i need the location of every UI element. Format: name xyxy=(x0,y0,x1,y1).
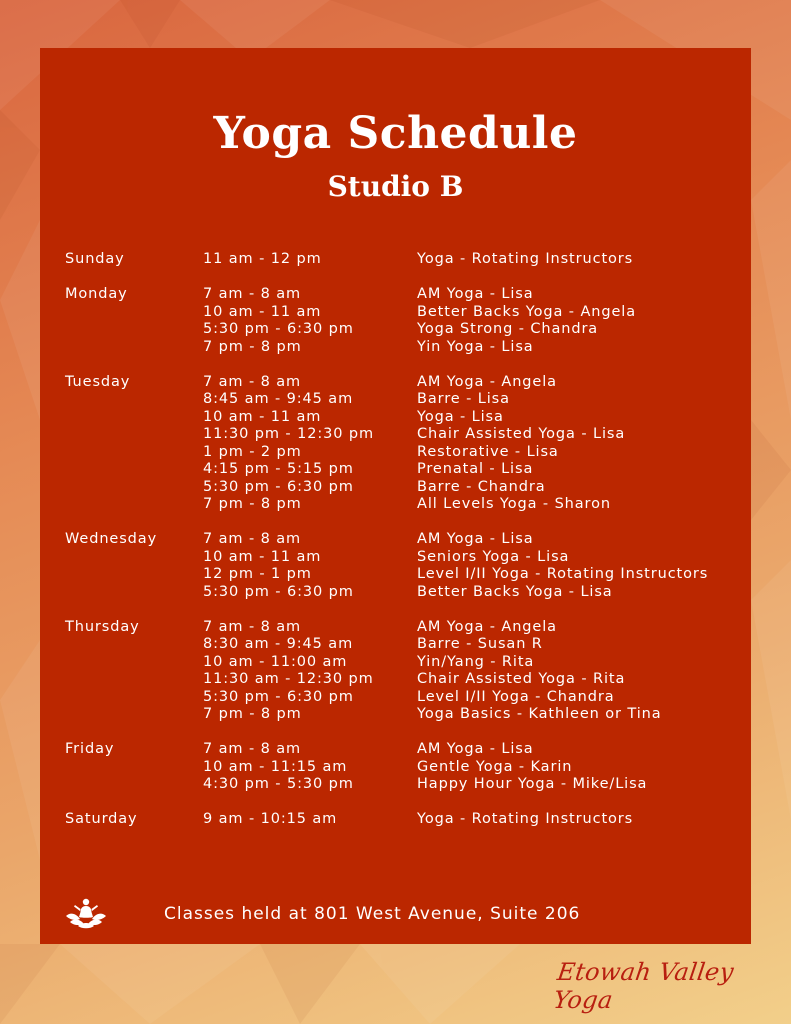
day-label: Saturday xyxy=(65,811,138,827)
class-row xyxy=(203,286,745,304)
class-time: 7 pm - 8 pm xyxy=(203,338,302,355)
class-row xyxy=(203,391,745,409)
class-time: 11 am - 12 pm xyxy=(203,251,322,267)
class-name: AM Yoga - Lisa xyxy=(417,741,534,757)
class-name: Chair Assisted Yoga - Rita xyxy=(417,671,626,687)
class-time: 7 am - 8 am xyxy=(203,373,302,390)
day-block xyxy=(65,811,745,829)
class-name: Level I/II Yoga - Chandra xyxy=(417,688,615,705)
class-time: 8:30 am - 9:45 am xyxy=(203,636,354,652)
class-time: 10 am - 11:00 am xyxy=(203,653,348,670)
page-subtitle: Studio B xyxy=(327,170,464,203)
class-name: AM Yoga - Lisa xyxy=(417,286,534,302)
class-time: 7 am - 8 am xyxy=(203,286,302,302)
class-name: AM Yoga - Angela xyxy=(417,373,557,390)
day-label: Friday xyxy=(65,741,115,757)
class-row xyxy=(203,689,745,707)
class-row xyxy=(203,706,745,724)
class-name: Gentle Yoga - Karin xyxy=(417,758,573,775)
class-name: Barre - Chandra xyxy=(417,478,546,495)
class-time: 5:30 pm - 6:30 pm xyxy=(203,688,354,705)
class-time: 10 am - 11 am xyxy=(203,303,322,320)
class-row xyxy=(203,671,745,689)
class-time: 7 am - 8 am xyxy=(203,618,302,635)
page-title: Yoga Schedule xyxy=(213,108,578,159)
class-name: Yoga Strong - Chandra xyxy=(417,321,599,337)
class-row xyxy=(203,654,745,672)
class-row xyxy=(203,549,745,567)
class-list xyxy=(203,374,745,514)
class-time: 4:30 pm - 5:30 pm xyxy=(203,776,354,792)
day-block xyxy=(65,531,745,601)
class-time: 11:30 am - 12:30 pm xyxy=(203,671,374,687)
class-name: Better Backs Yoga - Angela xyxy=(417,303,636,320)
class-row xyxy=(203,461,745,479)
class-row xyxy=(203,426,745,444)
class-row xyxy=(203,321,745,339)
class-row xyxy=(203,304,745,322)
class-name: Restorative - Lisa xyxy=(417,443,559,460)
class-list xyxy=(203,619,745,724)
class-name: Yin/Yang - Rita xyxy=(417,653,535,670)
class-time: 9 am - 10:15 am xyxy=(203,811,338,827)
class-row xyxy=(203,479,745,497)
class-row xyxy=(203,776,745,794)
day-label: Wednesday xyxy=(65,531,158,547)
class-name: Yoga - Rotating Instructors xyxy=(417,251,634,267)
class-list xyxy=(203,251,745,269)
class-row xyxy=(203,584,745,602)
class-row xyxy=(203,619,745,637)
class-row xyxy=(203,741,745,759)
class-name: Level I/II Yoga - Rotating Instructors xyxy=(417,566,709,582)
class-name: AM Yoga - Angela xyxy=(417,618,557,635)
class-time: 10 am - 11 am xyxy=(203,408,322,425)
schedule-table xyxy=(65,251,745,846)
brand-signature: Etowah Valley Yoga xyxy=(551,958,736,1014)
class-time: 1 pm - 2 pm xyxy=(203,443,302,460)
class-name: Yin Yoga - Lisa xyxy=(417,338,534,355)
class-row xyxy=(203,409,745,427)
day-label: Thursday xyxy=(65,618,140,635)
class-row xyxy=(203,811,745,829)
class-row xyxy=(203,531,745,549)
class-name: Chair Assisted Yoga - Lisa xyxy=(417,426,626,442)
class-name: Seniors Yoga - Lisa xyxy=(417,548,570,565)
class-time: 8:45 am - 9:45 am xyxy=(203,391,354,407)
class-row xyxy=(203,374,745,392)
class-time: 7 am - 8 am xyxy=(203,531,302,547)
class-list xyxy=(203,286,745,356)
day-block xyxy=(65,251,745,269)
class-name: Yoga - Lisa xyxy=(417,408,504,425)
schedule-panel xyxy=(40,48,751,944)
class-list xyxy=(203,811,745,829)
class-row xyxy=(203,444,745,462)
class-time: 5:30 pm - 6:30 pm xyxy=(203,478,354,495)
class-time: 5:30 pm - 6:30 pm xyxy=(203,583,354,600)
class-name: AM Yoga - Lisa xyxy=(417,531,534,547)
class-name: All Levels Yoga - Sharon xyxy=(417,496,611,512)
class-list xyxy=(203,741,745,794)
class-time: 4:15 pm - 5:15 pm xyxy=(203,461,354,477)
class-row xyxy=(203,566,745,584)
class-name: Yoga - Rotating Instructors xyxy=(417,811,634,827)
class-row xyxy=(203,636,745,654)
day-label: Tuesday xyxy=(65,373,131,390)
class-row xyxy=(203,251,745,269)
class-time: 7 pm - 8 pm xyxy=(203,706,302,722)
day-block xyxy=(65,374,745,514)
day-block xyxy=(65,741,745,794)
class-time: 10 am - 11:15 am xyxy=(203,758,348,775)
class-name: Barre - Lisa xyxy=(417,391,510,407)
class-time: 5:30 pm - 6:30 pm xyxy=(203,321,354,337)
class-time: 7 am - 8 am xyxy=(203,741,302,757)
day-block xyxy=(65,619,745,724)
class-row xyxy=(203,339,745,357)
class-name: Better Backs Yoga - Lisa xyxy=(417,583,613,600)
class-time: 12 pm - 1 pm xyxy=(203,566,312,582)
class-list xyxy=(203,531,745,601)
class-name: Barre - Susan R xyxy=(417,636,543,652)
day-label: Monday xyxy=(65,286,128,302)
day-label: Sunday xyxy=(65,251,125,267)
class-row xyxy=(203,496,745,514)
class-time: 11:30 pm - 12:30 pm xyxy=(203,426,374,442)
footer-address: Classes held at 801 West Avenue, Suite 206 xyxy=(164,904,581,924)
class-name: Happy Hour Yoga - Mike/Lisa xyxy=(417,776,648,792)
class-row xyxy=(203,759,745,777)
class-name: Yoga Basics - Kathleen or Tina xyxy=(417,706,662,722)
class-time: 7 pm - 8 pm xyxy=(203,496,302,512)
class-time: 10 am - 11 am xyxy=(203,548,322,565)
lotus-meditation-icon xyxy=(64,896,108,930)
day-block xyxy=(65,286,745,356)
class-name: Prenatal - Lisa xyxy=(417,461,534,477)
